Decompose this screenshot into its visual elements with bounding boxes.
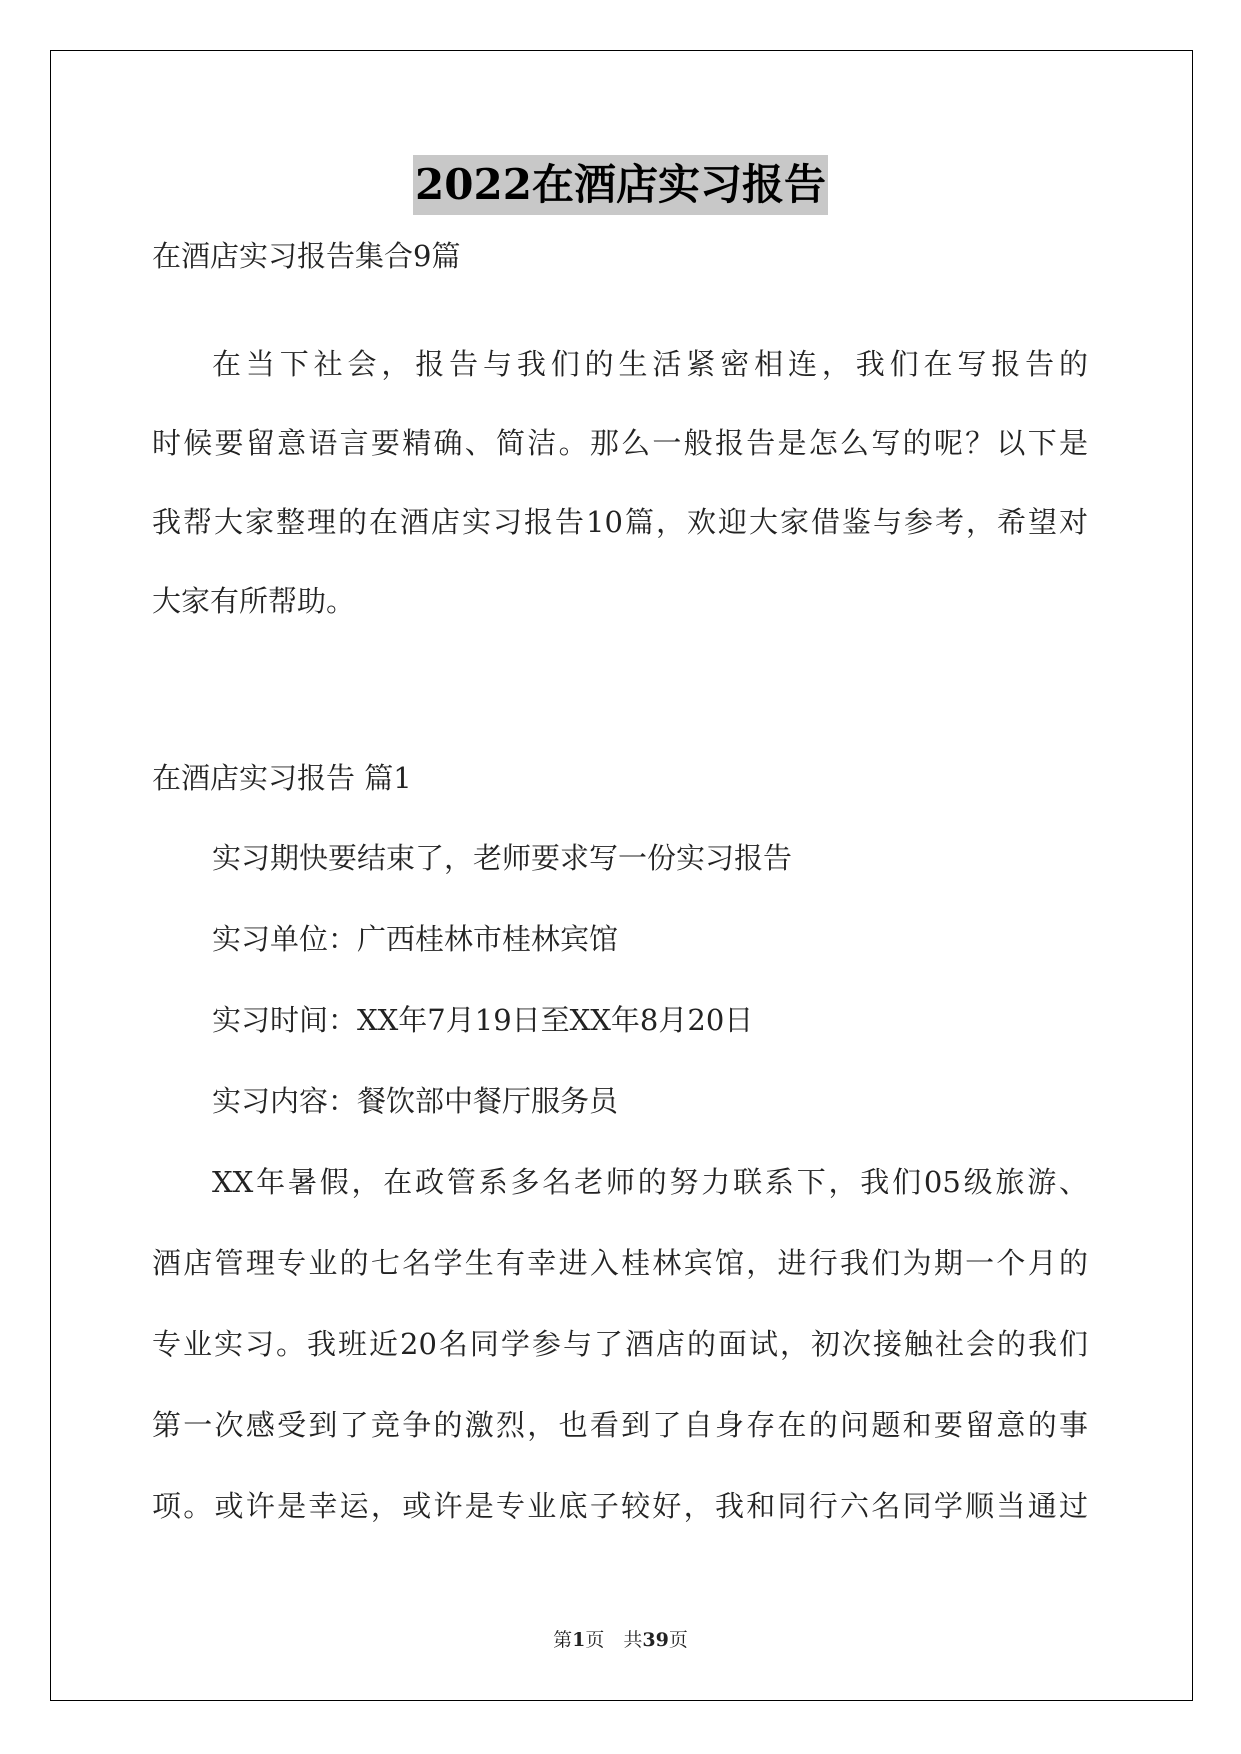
intro-line-1: 在当下社会，报告与我们的生活紧密相连，我们在写报告的 xyxy=(212,347,1088,381)
section-heading: 在酒店实习报告 篇1 xyxy=(152,761,412,795)
footer-page-current: 1 xyxy=(572,1629,586,1651)
info-line-4: 实习内容：餐饮部中餐厅服务员 xyxy=(212,1084,619,1118)
document-title: 2022在酒店实习报告 xyxy=(413,155,828,215)
info-line-1: 实习期快要结束了，老师要求写一份实习报告 xyxy=(212,841,793,875)
footer-mid: 页 共 xyxy=(585,1629,643,1651)
info-line-2: 实习单位：广西桂林市桂林宾馆 xyxy=(212,922,619,956)
intro-line-3: 我帮大家整理的在酒店实习报告10篇，欢迎大家借鉴与参考，希望对 xyxy=(152,505,1088,539)
intro-line-2: 时候要留意语言要精确、简洁。那么一般报告是怎么写的呢？以下是 xyxy=(152,426,1088,460)
info-line-3: 实习时间：XX年7月19日至XX年8月20日 xyxy=(212,1003,754,1037)
footer-prefix: 第 xyxy=(553,1629,573,1651)
body-line-5: 项。或许是幸运，或许是专业底子较好，我和同行六名同学顺当通过 xyxy=(152,1489,1088,1523)
intro-line-4: 大家有所帮助。 xyxy=(152,584,356,618)
footer-page-total: 39 xyxy=(642,1629,669,1651)
body-line-3: 专业实习。我班近20名同学参与了酒店的面试，初次接触社会的我们 xyxy=(152,1327,1088,1361)
page-footer xyxy=(0,1625,1241,1652)
body-line-2: 酒店管理专业的七名学生有幸进入桂林宾馆，进行我们为期一个月的 xyxy=(152,1246,1088,1280)
document-subtitle: 在酒店实习报告集合9篇 xyxy=(152,239,461,273)
footer-suffix: 页 xyxy=(668,1629,688,1651)
body-line-4: 第一次感受到了竞争的激烈，也看到了自身存在的问题和要留意的事 xyxy=(152,1408,1088,1442)
title-container xyxy=(0,155,1241,215)
body-line-1: XX年暑假，在政管系多名老师的努力联系下，我们05级旅游、 xyxy=(212,1165,1088,1199)
